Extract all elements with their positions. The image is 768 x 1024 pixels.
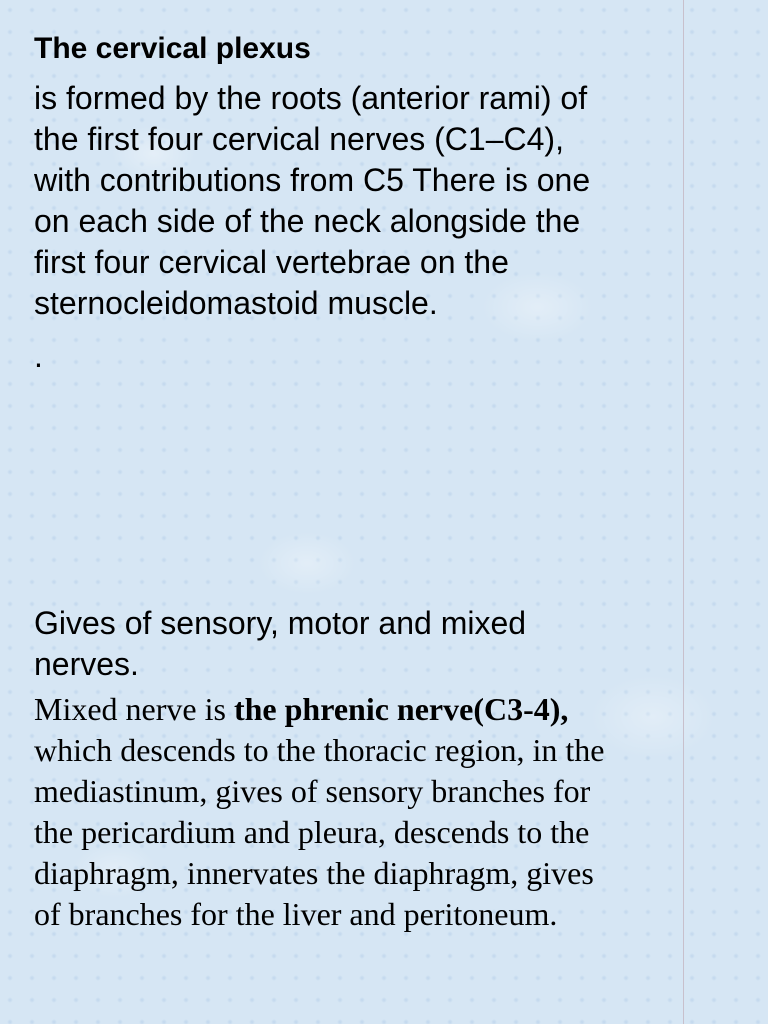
intro-line: sternocleidomastoid muscle. xyxy=(34,285,438,321)
intro-paragraph xyxy=(34,78,706,324)
mixed-line: the pericardium and pleura, descends to the xyxy=(34,814,590,850)
intro-line: the first four cervical nerves (C1–C4), xyxy=(34,121,564,157)
mixed-line: diaphragm, innervates the diaphragm, gives xyxy=(34,855,594,891)
intro-line: on each side of the neck alongside the xyxy=(34,203,581,239)
slide-title: The cervical plexus xyxy=(34,32,311,65)
phrenic-nerve-term: the phrenic nerve(C3-4), xyxy=(233,691,569,727)
mixed-first-line xyxy=(34,689,734,730)
intro-line: is formed by the roots (anterior rami) of xyxy=(34,80,588,116)
mixed-line: of branches for the liver and peritoneum. xyxy=(34,896,558,932)
gives-line: nerves. xyxy=(34,646,139,682)
gives-line: Gives of sensory, motor and mixed xyxy=(34,605,527,641)
intro-line: with contributions from C5 There is one xyxy=(34,162,591,198)
mixed-line: which descends to the thoracic region, in the xyxy=(34,732,605,768)
mixed-nerve-paragraph xyxy=(34,689,734,935)
mixed-line: mediastinum, gives of sensory branches for xyxy=(34,773,591,809)
mixed-prefix: Mixed nerve is xyxy=(34,691,234,727)
separator-dot: . xyxy=(34,338,43,374)
gives-paragraph xyxy=(34,603,674,685)
intro-line: first four cervical vertebrae on the xyxy=(34,244,509,280)
